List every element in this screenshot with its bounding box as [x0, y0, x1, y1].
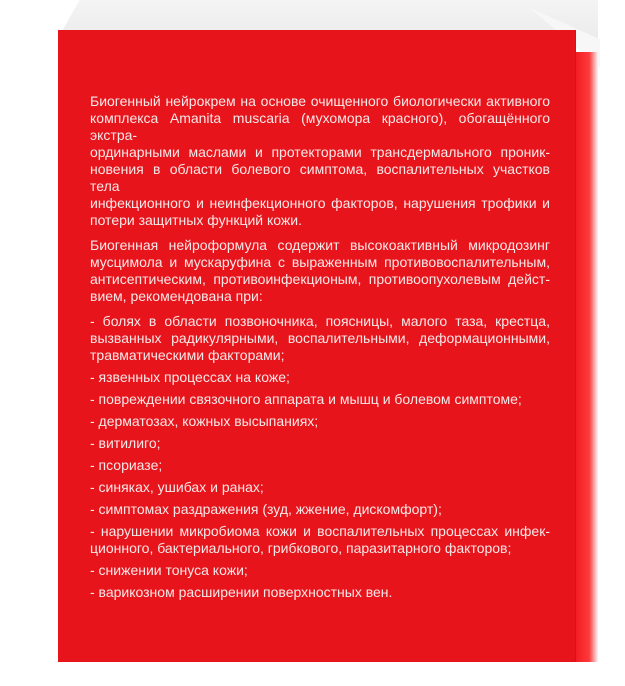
- text-line: комплекса Amanita muscaria (мухомора красного), обогащённого экстра-: [90, 110, 550, 143]
- text-line: мусцимола и мускаруфина с выраженным противовоспалительным,: [90, 254, 550, 270]
- product-description: [90, 93, 550, 606]
- text-line: ординарными маслами и протекторами трансдермального проник-: [90, 144, 550, 160]
- text-line: потери защитных функций кожи.: [90, 212, 302, 228]
- description-paragraph-2: [90, 237, 550, 305]
- list-item: - витилиго;: [90, 435, 161, 451]
- text-line: вием, рекомендована при:: [90, 288, 263, 304]
- box-right-edge: [576, 52, 598, 662]
- list-item: - синяках, ушибах и ранах;: [90, 479, 264, 495]
- text-line: антисептическим, противоинфекционым, противоопухолевым дейст-: [90, 271, 550, 287]
- list-item: - варикозном расширении поверхностных вен.: [90, 584, 393, 600]
- text-line: Биогенный нейрокрем на основе очищенного биологически активного: [90, 93, 550, 109]
- list-item: - повреждении связочного аппарата и мышц и болевом симптоме;: [90, 391, 522, 407]
- list-item: - снижении тонуса кожи;: [90, 562, 248, 578]
- text-line: вызванных радикулярными, воспалительными, деформационными,: [90, 330, 550, 346]
- text-line: травматическими факторами;: [90, 347, 285, 363]
- text-line: - нарушении микробиома кожи и воспалительных процессах инфек-: [90, 523, 550, 539]
- list-item: - язвенных процессах на коже;: [90, 369, 290, 385]
- text-line: - болях в области позвоночника, поясницы, малого таза, крестца,: [90, 313, 550, 329]
- list-item: - дерматозах, кожных высыпаниях;: [90, 413, 319, 429]
- text-line: Биогенная нейроформула содержит высокоактивный микродозинг: [90, 237, 550, 253]
- indications-list: [90, 313, 550, 601]
- list-item: [90, 313, 550, 364]
- description-paragraph-1: [90, 93, 550, 229]
- text-line: инфекционного и неинфекционного факторов, нарушения трофики и: [90, 195, 550, 211]
- list-item: [90, 523, 550, 557]
- list-item: - псориазе;: [90, 457, 163, 473]
- list-item: - симптомах раздражения (зуд, жжение, дискомфорт);: [90, 501, 442, 517]
- text-line: ционного, бактериального, грибкового, паразитарного факторов;: [90, 540, 512, 556]
- text-line: новения в области болевого симптома, воспалительных участков тела: [90, 161, 550, 194]
